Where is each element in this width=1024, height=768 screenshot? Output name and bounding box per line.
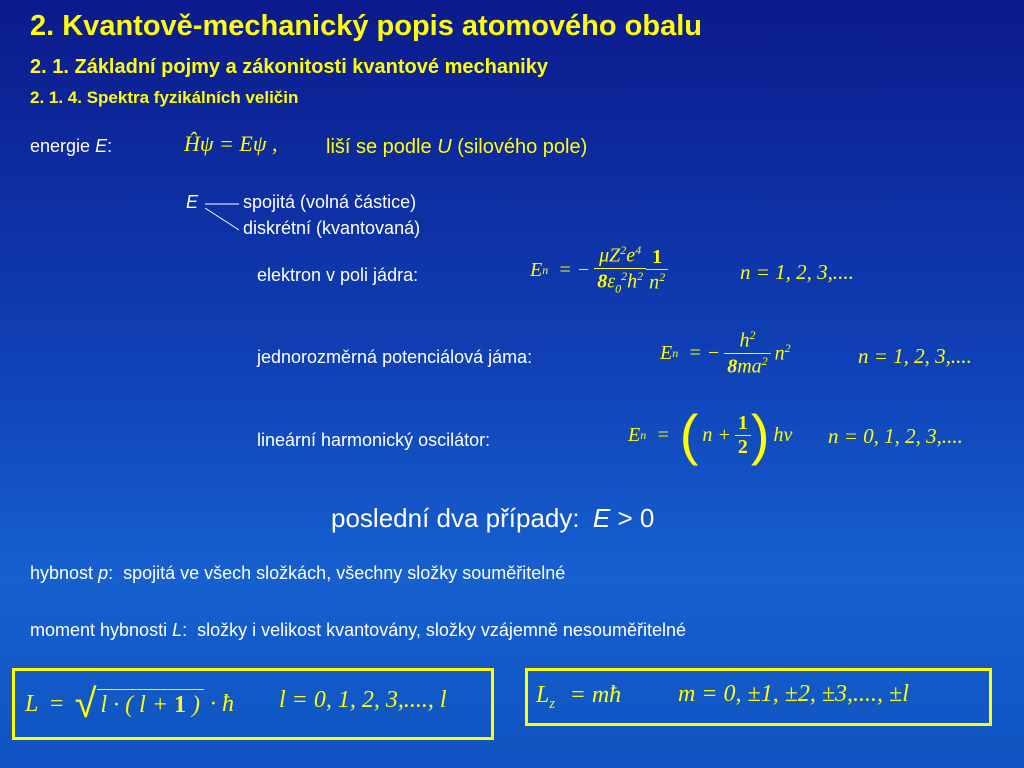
right-paren: )	[750, 403, 770, 466]
n-plus: n +	[702, 423, 731, 446]
branch-lines	[203, 200, 243, 234]
dependence-symbol: U	[437, 136, 452, 158]
branch-symbol: E	[186, 192, 199, 212]
dependence-note	[326, 136, 587, 159]
l-range: l = 0, 1, 2, 3,...., l	[279, 687, 447, 713]
last-two-condition: > 0	[617, 503, 655, 533]
fraction-constant	[594, 243, 646, 296]
formula-lhs: L	[536, 682, 550, 708]
fraction-numerator: $h^2$	[724, 328, 770, 354]
schrodinger-equation: Ĥψ = Eψ ,	[184, 131, 278, 156]
energy-label	[30, 136, 112, 157]
case-well-label: jednorozměrná potenciálová jáma:	[257, 347, 533, 367]
energy-symbol: E	[95, 136, 108, 156]
section-title: 2. 1. Základní pojmy a zákonitosti kvantové mechaniky	[30, 56, 548, 78]
case-oscillator-formula	[628, 402, 792, 468]
box-angular-z	[525, 668, 992, 726]
formula-lhs: L	[25, 690, 39, 717]
momentum-line: hybnost p: spojitá ve všech složkách, všechny složky souměřitelné	[30, 563, 566, 583]
formula-lhs: E	[530, 258, 543, 281]
formula-lhs: E	[628, 423, 641, 446]
case-well-range: n = 1, 2, 3,....	[858, 344, 972, 368]
fraction-half	[735, 412, 751, 459]
formula-lhs-sub: z	[549, 695, 555, 712]
fraction-numerator: $\mu Z^2e^4$	[594, 243, 646, 269]
case-nucleus-formula	[530, 240, 668, 300]
case-oscillator-range: n = 0, 1, 2, 3,....	[828, 424, 963, 448]
formula-equals-minus: = −	[688, 341, 721, 364]
fraction-denominator: $8ma^2$	[727, 353, 768, 378]
formula-equals: =	[656, 423, 670, 446]
sqrt-symbol: √	[74, 681, 97, 726]
fraction-well	[724, 328, 770, 378]
subsection-title: 2. 1. 4. Spektra fyzikálních veličin	[30, 88, 299, 107]
formula-equals: = mħ	[569, 682, 622, 708]
hbar: · ħ	[210, 690, 235, 717]
dependence-text: liší se podle	[326, 136, 432, 158]
case-well-formula	[660, 320, 791, 386]
h-nu: hν	[773, 423, 793, 446]
momentum-symbol: p	[98, 563, 109, 583]
last-two-cases	[331, 503, 654, 534]
fraction-one: 1	[646, 246, 668, 270]
formula-equals: =	[48, 690, 65, 717]
angular-prefix: moment hybnosti	[30, 620, 168, 640]
momentum-text: spojitá ve všech složkách, všechny složky souměřitelné	[123, 563, 566, 583]
angular-magnitude-formula	[25, 679, 234, 729]
last-two-text: poslední dva případy:	[331, 503, 580, 533]
formula-lhs-sub: n	[542, 262, 549, 277]
dependence-suffix: (silového pole)	[457, 136, 588, 158]
fraction-n-squared: $n^2$	[649, 269, 666, 294]
fraction-denominator: $8\varepsilon_0^2h^2$	[597, 269, 644, 296]
angular-text: složky i velikost kvantovány, složky vzájemně nesouměřitelné	[197, 620, 686, 640]
discrete-spectrum: diskrétní (kvantovaná)	[243, 218, 421, 238]
energy-label-text: energie	[30, 136, 91, 156]
formula-lhs-sub: n	[640, 427, 647, 442]
angular-momentum-line: moment hybnosti L: složky i velikost kvantovány, složky vzájemně nesouměřitelné	[30, 620, 686, 640]
box-angular-magnitude	[12, 668, 494, 740]
last-two-symbol: E	[592, 503, 611, 533]
angular-z-formula	[536, 681, 629, 713]
energy-colon: :	[107, 136, 113, 156]
sqrt-content: l · ( l + 1 )	[97, 689, 205, 719]
case-nucleus-range: n = 1, 2, 3,....	[740, 260, 854, 284]
fraction-numerator: 1	[735, 412, 751, 436]
m-range: m = 0, ±1, ±2, ±3,...., ±l	[678, 681, 909, 707]
formula-equals-minus: = −	[558, 258, 591, 281]
fraction-denominator: 2	[737, 435, 748, 458]
case-nucleus-label: elektron v poli jádra:	[257, 265, 419, 285]
continuous-spectrum: spojitá (volná částice)	[243, 192, 417, 212]
case-oscillator-label: lineární harmonický oscilátor:	[257, 430, 491, 450]
angular-symbol: L	[172, 620, 183, 640]
n-squared: $n^2$	[774, 340, 791, 365]
page-title: 2. Kvantově-mechanický popis atomového obalu	[30, 10, 702, 42]
left-paren: (	[679, 403, 699, 466]
formula-lhs-sub: n	[672, 345, 679, 360]
momentum-prefix: hybnost	[30, 563, 94, 583]
fraction-n	[646, 246, 668, 295]
formula-lhs: E	[660, 341, 673, 364]
